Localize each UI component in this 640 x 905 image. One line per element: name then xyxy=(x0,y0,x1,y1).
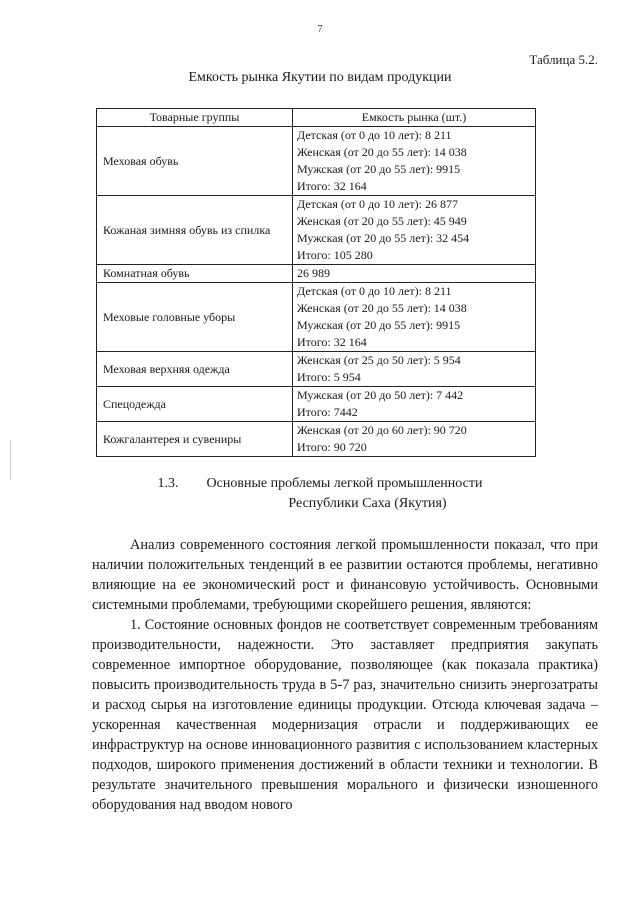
header-group: Товарные группы xyxy=(97,109,293,127)
market-capacity-table xyxy=(96,108,536,457)
row-group: Комнатная обувь xyxy=(97,265,293,283)
row-value: Женская (от 20 до 55 лет): 14 038 xyxy=(297,301,467,315)
section-number: 1.3. xyxy=(157,476,179,491)
row-group: Кожаная зимняя обувь из спилка xyxy=(97,196,293,265)
row-value: Женская (от 25 до 50 лет): 5 954 xyxy=(297,353,461,367)
table-header-row xyxy=(97,109,536,127)
paragraph-problem-1: 1. Состояние основных фондов не соответствует современным требованиям производительности, надежности. Это заставляет предприятия закупать современное импортное оборудование, позволяющее (как показала практика) повысить производительность труда в 5-7 раз, значительно снизить энергозатраты и расход сырья на изготовление единицы продукции. Отсюда ключевая задача – ускоренная качественная модернизация отрасли и поддерживающих ее инфраструктур на основе инновационного развития с использованием кластерных подходов, широкого применения достижений в области техники и технологии. В результате значительного превышения морального и физически изношенного оборудования над вводом нового xyxy=(92,617,598,813)
row-group: Меховая верхняя одежда xyxy=(97,352,293,387)
row-values xyxy=(293,352,536,387)
paragraph-intro: Анализ современного состояния легкой промышленности показал, что при наличии положительных тенденций в ее развитии остаются проблемы, негативно влияющие на ее экономический рост и финансовую устойчивость. Основными системными проблемами, требующими скорейшего решения, являются: xyxy=(92,537,598,613)
row-group: Спецодежда xyxy=(97,387,293,422)
section-heading-line1 xyxy=(0,474,640,494)
row-value: Итого: 32 164 xyxy=(297,179,367,193)
row-group: Кожгалантерея и сувениры xyxy=(97,422,293,457)
row-value: Итого: 32 164 xyxy=(297,335,367,349)
row-values xyxy=(293,422,536,457)
row-value: Итого: 90 720 xyxy=(297,440,367,454)
row-values xyxy=(293,387,536,422)
row-values xyxy=(293,196,536,265)
table-row xyxy=(97,422,536,457)
row-value: Женская (от 20 до 60 лет): 90 720 xyxy=(297,423,467,437)
table-row xyxy=(97,265,536,283)
row-group: Меховая обувь xyxy=(97,127,293,196)
row-value: Итого: 105 280 xyxy=(297,248,373,262)
row-value: Мужская (от 20 до 50 лет): 7 442 xyxy=(297,388,464,402)
row-value: Детская (от 0 до 10 лет): 26 877 xyxy=(297,197,458,211)
row-value: Мужская (от 20 до 55 лет): 9915 xyxy=(297,318,461,332)
row-values xyxy=(293,283,536,352)
row-value: Итого: 5 954 xyxy=(297,370,361,384)
row-value: 26 989 xyxy=(297,266,330,280)
row-value: Итого: 7442 xyxy=(297,405,358,419)
row-value: Женская (от 20 до 55 лет): 14 038 xyxy=(297,145,467,159)
row-value: Мужская (от 20 до 55 лет): 32 454 xyxy=(297,231,470,245)
section-title-line1: Основные проблемы легкой промышленности xyxy=(206,476,483,491)
row-value: Женская (от 20 до 55 лет): 45 949 xyxy=(297,214,467,228)
table-caption: Таблица 5.2. xyxy=(529,52,598,67)
table-title: Емкость рынка Якутии по видам продукции xyxy=(188,70,452,85)
row-value: Мужская (от 20 до 55 лет): 9915 xyxy=(297,162,461,176)
page-number: 7 xyxy=(317,24,323,35)
row-group: Меховые головные уборы xyxy=(97,283,293,352)
section-title-line2: Республики Саха (Якутия) xyxy=(288,496,447,511)
table-row xyxy=(97,127,536,196)
body-text xyxy=(92,535,598,815)
section-heading xyxy=(0,474,640,514)
table-row xyxy=(97,352,536,387)
header-capacity: Емкость рынка (шт.) xyxy=(293,109,536,127)
row-values xyxy=(293,265,536,283)
row-value: Детская (от 0 до 10 лет): 8 211 xyxy=(297,128,452,142)
table-row xyxy=(97,196,536,265)
table-row xyxy=(97,283,536,352)
table-row xyxy=(97,387,536,422)
row-values xyxy=(293,127,536,196)
row-value: Детская (от 0 до 10 лет): 8 211 xyxy=(297,284,452,298)
